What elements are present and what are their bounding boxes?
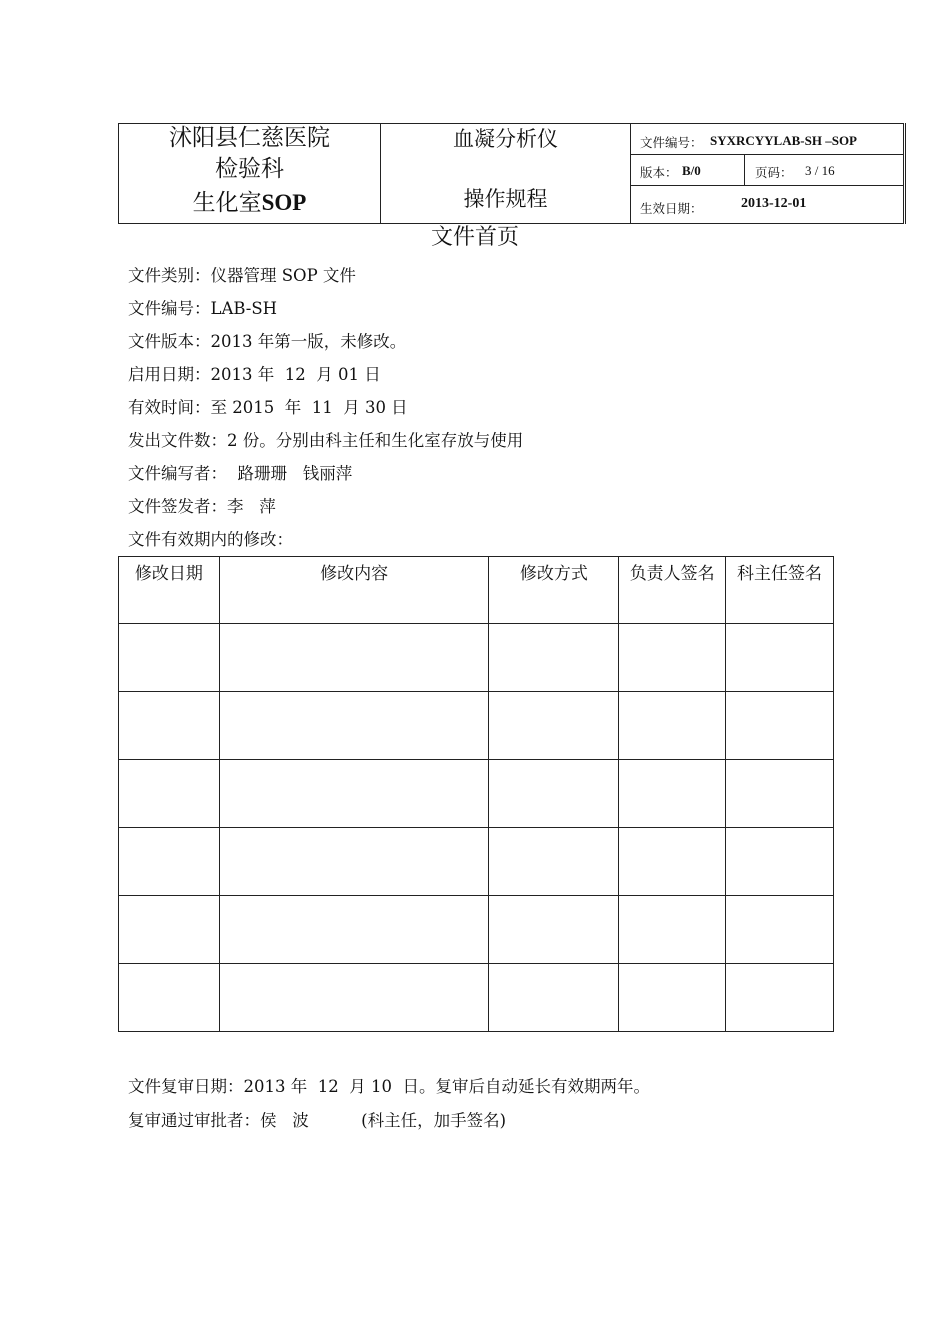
col-header-owner-sign: 负责人签名 (619, 557, 726, 624)
document-header (118, 123, 904, 224)
version-label: 版本： (640, 165, 678, 180)
table-cell[interactable] (726, 760, 834, 828)
table-cell[interactable] (489, 760, 619, 828)
info-revisions-heading: 文件有效期内的修改： (128, 530, 293, 549)
info-version: 文件版本：2013 年第一版，未修改。 (128, 332, 407, 351)
table-cell[interactable] (219, 828, 489, 896)
page-heading: 文件首页 (430, 225, 519, 250)
col-header-method: 修改方式 (489, 557, 619, 624)
review-approver: 复审通过审批者：侯 波 (科主任，加手签名) (128, 1111, 507, 1130)
effective-date-value: 2013-12-01 (741, 196, 807, 211)
doc-title-line2: 操作规程 (463, 187, 548, 211)
version-value: B/0 (682, 163, 701, 178)
table-row (119, 692, 834, 760)
doc-number-row (631, 124, 903, 155)
table-cell[interactable] (726, 896, 834, 964)
col-header-director-sign: 科主任签名 (726, 557, 834, 624)
info-authors: 文件编写者： 路珊珊 钱丽萍 (128, 464, 353, 483)
meta-cell (631, 124, 903, 223)
info-copies: 发出文件数：2 份。分别由科主任和生化室存放与使用 (128, 431, 524, 450)
hospital-cell (119, 124, 381, 223)
table-cell[interactable] (489, 624, 619, 692)
table-cell[interactable] (119, 828, 220, 896)
table-row (119, 624, 834, 692)
table-cell[interactable] (489, 964, 619, 1032)
table-cell[interactable] (119, 896, 220, 964)
table-cell[interactable] (489, 896, 619, 964)
table-cell[interactable] (619, 896, 726, 964)
info-start-date: 启用日期：2013 年 12 月 01 日 (128, 365, 381, 384)
title-cell (381, 124, 631, 223)
info-doc-number: 文件编号：LAB-SH (128, 299, 278, 318)
table-cell[interactable] (489, 828, 619, 896)
table-row (119, 896, 834, 964)
page-value: 3 / 16 (805, 163, 835, 178)
department-name: 检验科 (215, 156, 284, 182)
info-category: 文件类别：仪器管理 SOP 文件 (128, 266, 356, 285)
page-label: 页码： (755, 165, 793, 180)
effective-date-label: 生效日期： (640, 201, 703, 216)
table-cell[interactable] (219, 624, 489, 692)
table-cell[interactable] (726, 624, 834, 692)
doc-number-label: 文件编号： (640, 135, 703, 150)
table-cell[interactable] (619, 624, 726, 692)
table-cell[interactable] (119, 692, 220, 760)
doc-number-value: SYXRCYYLAB-SH –SOP (710, 133, 857, 148)
table-cell[interactable] (119, 964, 220, 1032)
table-cell[interactable] (619, 760, 726, 828)
table-cell[interactable] (219, 760, 489, 828)
table-cell[interactable] (726, 828, 834, 896)
col-header-content: 修改内容 (219, 557, 489, 624)
table-cell[interactable] (219, 964, 489, 1032)
revision-table (118, 556, 834, 1032)
table-cell[interactable] (726, 692, 834, 760)
col-header-date: 修改日期 (119, 557, 220, 624)
info-issuer: 文件签发者：李 萍 (128, 497, 276, 516)
table-row (119, 964, 834, 1032)
version-divider (744, 155, 745, 185)
table-cell[interactable] (219, 692, 489, 760)
version-row (631, 155, 903, 186)
table-row (119, 828, 834, 896)
table-cell[interactable] (119, 624, 220, 692)
header-outer-line (905, 123, 906, 224)
review-date: 文件复审日期：2013 年 12 月 10 日。复审后自动延长有效期两年。 (128, 1077, 650, 1096)
table-cell[interactable] (619, 828, 726, 896)
table-cell[interactable] (489, 692, 619, 760)
table-row (119, 760, 834, 828)
table-cell[interactable] (219, 896, 489, 964)
effective-date-row (631, 186, 903, 223)
info-valid-until: 有效时间：至 2015 年 11 月 30 日 (128, 398, 408, 417)
table-cell[interactable] (619, 964, 726, 1032)
table-cell[interactable] (619, 692, 726, 760)
table-cell[interactable] (119, 760, 220, 828)
table-header-row (119, 557, 834, 624)
doc-title-line1: 血凝分析仪 (453, 127, 558, 151)
section-name: 生化室SOP (192, 190, 307, 216)
table-cell[interactable] (726, 964, 834, 1032)
hospital-name: 沭阳县仁慈医院 (169, 125, 330, 151)
